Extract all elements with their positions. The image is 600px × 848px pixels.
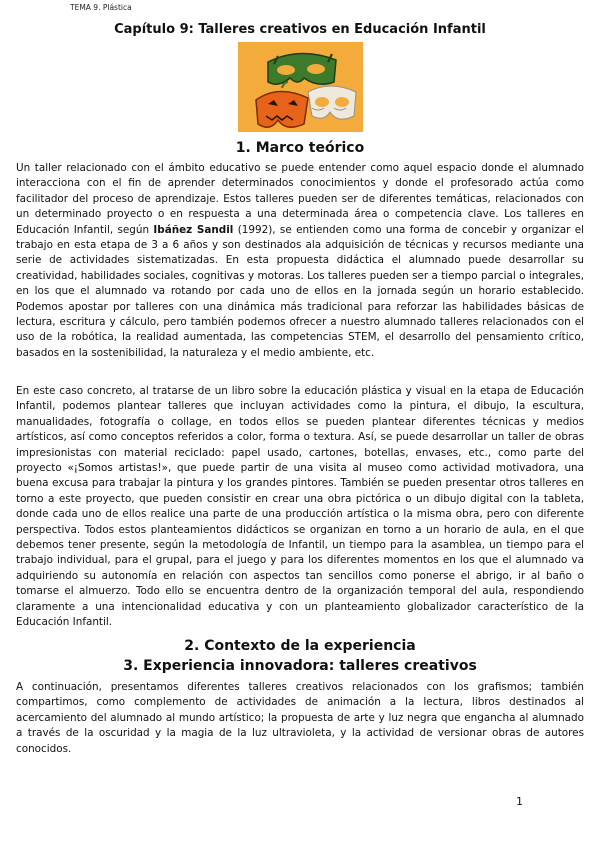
page-number: 1 (516, 795, 523, 808)
section-heading-experiencia: 3. Experiencia innovadora: talleres creativos (123, 658, 477, 674)
paragraph-text: Un taller relacionado con el ámbito educativo se puede entender como aquel espacio donde el alumnado interacciona con el fin de aprender determinados conocimientos y donde el profesorado actúa como facilitador del proceso de aprendizaje. Estos talleres pueden ser de diferentes temáticas, relacionados con un determinado proyecto o en respuesta a una determinada área o competencia clave. Los talleres en Educación Infantil, según (16, 162, 584, 236)
chapter-title: Capítulo 9: Talleres creativos en Educación Infantil (114, 22, 486, 37)
carnival-masks-icon (238, 42, 363, 132)
paragraph-experiencia (16, 680, 584, 757)
running-header: TEMA 9. Plástica (70, 3, 132, 12)
section-heading-contexto: 2. Contexto de la experiencia (184, 638, 416, 654)
paragraph-marco-teorico-1 (16, 161, 584, 361)
carnival-masks-image (238, 42, 363, 132)
paragraph-marco-teorico-2 (16, 384, 584, 631)
paragraph-text: En este caso concreto, al tratarse de un libro sobre la educación plástica y visual en la etapa de Educación Infantil, podemos plantear talleres que incluyan actividades como la pintura, el dibujo, la escultura, manualidades, fotografía o collage, en todos ellos se pueden plantear diferentes técnicas y medios artísticos, así como conceptos referidos a color, forma o textura. Así, se puede desarrollar un taller de obras impresionistas con material reciclado: papel usado, cartones, botellas, envases, etc., como parte del proyecto «¡Somos artistas!», que puede partir de una visita al museo como actividad motivadora, una buena excusa para trabajar la pintura y los grandes pintores. También se pueden presentar otros talleres en torno a este proyecto, que pueden consistir en crear una obra pictórica o un dibujo digital con la tableta, donde cada uno de ellos realice una parte de una producción artística o la misma obra, pero con diferente perspectiva. Todos estos planteamientos didácticos se organizan en torno a un horario de aula, en el que debemos tener presente, según la metodología de Infantil, un tiempo para la asamblea, un tiempo para el trabajo individual, para el grupal, para el juego y para los diferentes momentos en los que el alumnado va adquiriendo su autonomía en relación con aspectos tan sencillos como ponerse el abrigo, ir al baño o tomarse el almuerzo. Todo ello se encuentra dentro de la organización temporal del aula, respondiendo claramente a una intencionalidad educativa y con un planteamiento globalizador característico de la Educación Infantil. (16, 385, 584, 629)
section-heading-marco-teorico: 1. Marco teórico (235, 140, 365, 156)
paragraph-text: A continuación, presentamos diferentes talleres creativos relacionados con los grafismos; también compartimos, como complemento de actividades de animación a la lectura, libros destinados al acercamiento del alumnado al mundo artístico; la propuesta de arte y luz negra que engancha al alumnado a través de la oscuridad y la magia de la luz ultravioleta, y la actividad de versionar obras de autores conocidos. (16, 681, 584, 755)
paragraph-text: (1992), se entienden como una forma de concebir y organizar el trabajo en esta etapa de 3 a 6 años y son destinados ala adquisición de técnicas y recursos mediante una serie de actividades sistematizadas. En esta propuesta didáctica el alumnado puede desarrollar su creatividad, habilidades sociales, cognitivas y motoras. Los talleres pueden ser a tiempo parcial o integrales, en los que el alumnado va rotando por cada uno de ellos en la jornada según un horario establecido. Podemos apostar por talleres con una dinámica más tradicional para reforzar las habilidades básicas de lectura, escritura y cálculo, pero también podemos ofrecer a nuestro alumnado talleres relacionados con el uso de la robótica, la realidad aumentada, las competencias STEM, el desarrollo del pensamiento crítico, basados en la sostenibilidad, la naturaleza y el medio ambiente, etc. (16, 223, 584, 359)
author-name: Ibáñez Sandil (153, 223, 234, 236)
